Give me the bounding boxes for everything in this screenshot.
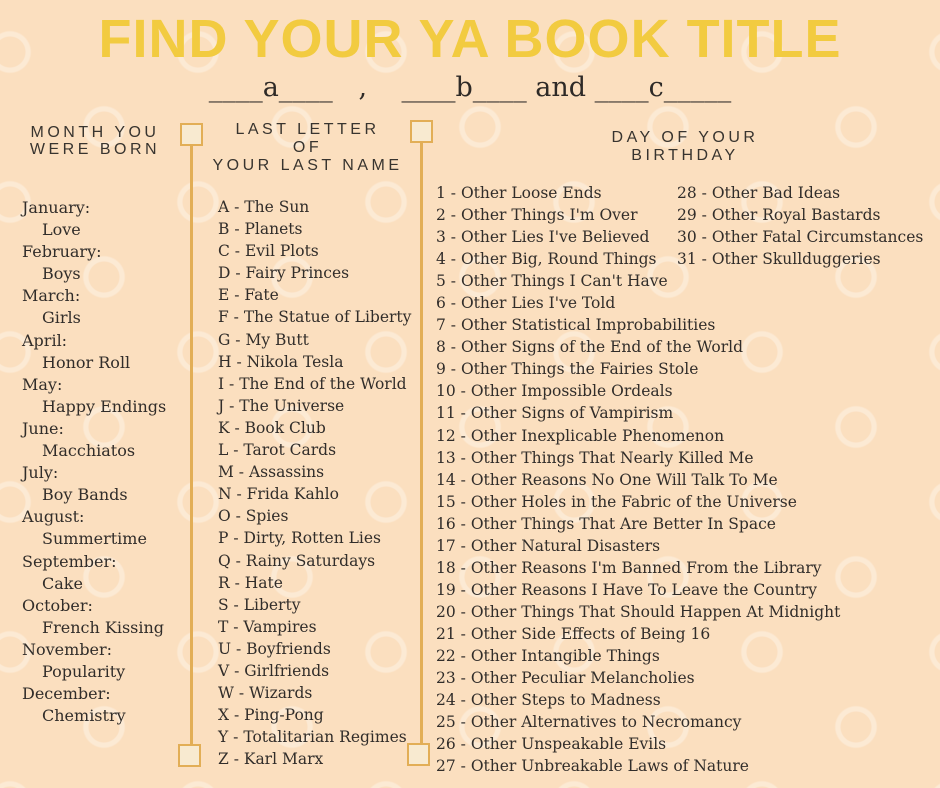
letter-item: A - The Sun [218,198,310,216]
letter-item: V - Girlfriends [218,661,330,680]
month-label: April: [22,330,68,350]
letter-item: C - Evil Plots [218,242,319,261]
month-item [22,462,166,506]
month-value: Popularity [42,661,126,681]
divider-line [190,145,193,745]
month-label: September: [22,551,117,571]
letter-item: S - Liberty [218,595,301,614]
day-list-left [436,182,840,777]
day-item: 5 - Other Things I Can't Have [436,272,668,291]
letter-item: R - Hate [218,573,283,592]
day-item: 23 - Other Peculiar Melancholies [436,669,695,688]
letter-item: Z - Karl Marx [218,750,324,769]
letter-item: D - Fairy Princes [218,264,350,283]
month-label: May: [22,374,63,394]
day-item: 20 - Other Things That Should Happen At Midnight [436,602,841,621]
month-item [22,639,166,683]
month-item [22,330,166,374]
divider-square-top-icon [410,120,433,143]
divider-line [420,142,423,744]
day-item: 7 - Other Statistical Improbabilities [436,316,716,335]
day-item: 26 - Other Unspeakable Evils [436,735,667,754]
day-item: 18 - Other Reasons I'm Banned From the Library [436,558,822,577]
day-item: 24 - Other Steps to Madness [436,691,661,710]
day-item: 13 - Other Things That Nearly Killed Me [436,448,754,467]
day-item: 4 - Other Big, Round Things [436,250,657,269]
letter-item: B - Planets [218,220,303,239]
day-header-line-2: BIRTHDAY [631,147,739,164]
day-item: 29 - Other Royal Bastards [677,206,881,225]
letter-item: P - Dirty, Rotten Lies [218,529,382,548]
letter-item: N - Frida Kahlo [218,485,339,504]
page-title: FIND YOUR YA BOOK TITLE [98,9,842,69]
day-item: 3 - Other Lies I've Believed [436,228,650,247]
day-item: 2 - Other Things I'm Over [436,206,638,225]
month-header-line-2: WERE BORN [29,141,161,158]
month-value: Cake [42,573,83,593]
month-item [22,595,166,639]
month-value: Macchiatos [42,441,136,461]
letter-item: X - Ping-Pong [218,706,324,725]
month-value: Happy Endings [42,396,167,416]
month-item [22,683,166,727]
letter-column-header [205,121,410,175]
letter-header-line-2: OF [292,139,323,156]
letter-item: M - Assassins [218,463,325,482]
month-label: October: [22,595,93,615]
month-label: December: [22,684,111,704]
day-item: 28 - Other Bad Ideas [677,184,841,202]
day-header-line-1: DAY OF YOUR [611,129,759,146]
day-item: 16 - Other Things That Are Better In Space [436,514,776,533]
day-item: 6 - Other Lies I've Told [436,294,616,313]
month-label: February: [22,242,102,262]
month-value: Honor Roll [42,352,131,372]
day-item: 10 - Other Impossible Ordeals [436,382,673,401]
month-item [22,197,166,241]
letter-item: W - Wizards [218,684,313,703]
day-item: 21 - Other Side Effects of Being 16 [436,624,711,643]
day-list-right [677,182,923,270]
month-value: Girls [42,308,81,328]
month-value: Boys [42,264,81,284]
day-item: 30 - Other Fatal Circumstances [677,228,924,247]
day-item: 25 - Other Alternatives to Necromancy [436,713,742,732]
month-item [22,418,166,462]
day-item: 31 - Other Skullduggeries [677,250,881,269]
month-value: Boy Bands [42,485,128,505]
letter-list [218,196,411,770]
letter-item: I - The End of the World [218,374,407,393]
divider-square-bottom-icon [407,743,430,766]
month-value: Summertime [42,529,147,549]
day-item: 14 - Other Reasons No One Will Talk To Me [436,470,778,489]
day-item: 17 - Other Natural Disasters [436,536,661,555]
month-label: July: [22,463,59,483]
letter-item: O - Spies [218,507,289,526]
letter-header-line-1: LAST LETTER [235,121,380,138]
month-column-header [10,124,180,158]
month-value: Chemistry [42,706,126,726]
month-list [22,197,166,727]
month-item [22,506,166,550]
month-item [22,551,166,595]
letter-item: G - My Butt [218,330,309,349]
month-item [22,241,166,285]
day-item: 19 - Other Reasons I Have To Leave the Country [436,580,817,599]
divider-square-bottom-icon [178,744,201,767]
letter-item: H - Nikola Tesla [218,352,344,371]
month-item [22,374,166,418]
month-label: June: [22,418,64,438]
month-item [22,285,166,329]
day-item: 8 - Other Signs of the End of the World [436,338,744,357]
letter-item: T - Vampires [218,617,317,636]
month-label: January: [22,198,91,217]
letter-item: E - Fate [218,286,279,305]
day-item: 27 - Other Unbreakable Laws of Nature [436,757,749,776]
day-item: 1 - Other Loose Ends [436,184,602,202]
month-header-line-1: MONTH YOU [30,124,160,141]
month-value: Love [42,220,81,240]
letter-header-line-3: YOUR LAST NAME [212,157,403,174]
month-value: French Kissing [42,617,165,637]
day-item: 22 - Other Intangible Things [436,646,660,665]
letter-item: F - The Statue of Liberty [218,308,412,327]
letter-item: L - Tarot Cards [218,441,337,460]
month-label: November: [22,639,113,659]
letter-item: Y - Totalitarian Regimes [218,728,407,747]
day-item: 15 - Other Holes in the Fabric of the Universe [436,492,797,511]
day-item: 11 - Other Signs of Vampirism [436,404,674,423]
letter-item: J - The Universe [218,396,345,415]
day-item: 12 - Other Inexplicable Phenomenon [436,426,725,445]
letter-item: U - Boyfriends [218,639,331,658]
month-label: August: [22,507,85,527]
letter-item: Q - Rainy Saturdays [218,551,376,570]
fill-in-blank-subtitle: ____a____ , ____b____ and ____c_____ [208,72,732,103]
letter-item: K - Book Club [218,418,326,437]
day-column-header [540,129,830,165]
month-label: March: [22,286,81,306]
day-item: 9 - Other Things the Fairies Stole [436,360,699,379]
divider-square-top-icon [180,123,203,146]
